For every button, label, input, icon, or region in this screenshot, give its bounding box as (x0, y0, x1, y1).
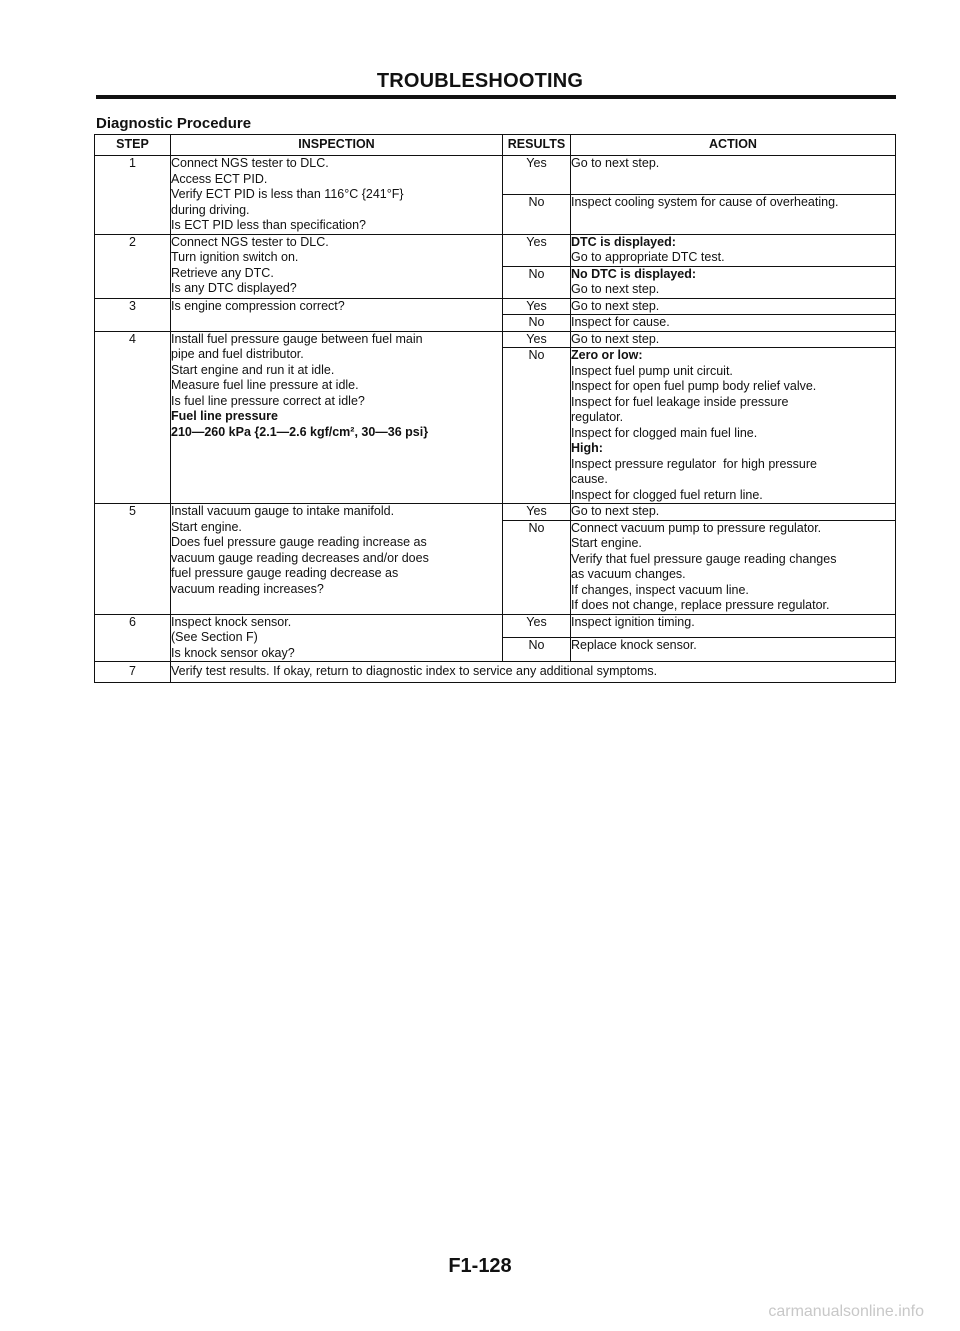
page-number: F1-128 (448, 1255, 512, 1277)
inspection-line: Measure fuel line pressure at idle. (171, 378, 359, 392)
result-cell: No (503, 266, 571, 298)
result-cell: No (503, 520, 571, 614)
action-cell (571, 298, 896, 315)
action-line: Replace knock sensor. (571, 638, 697, 653)
step-number: 2 (95, 234, 171, 298)
action-line: Inspect for clogged main fuel line. (571, 425, 758, 440)
inspection-cell (171, 331, 503, 504)
action-line: Go to next step. (571, 282, 660, 296)
inspection-line: 210—260 kPa {2.1—2.6 kgf/cm², 30—36 psi} (171, 424, 429, 439)
step-number: 7 (95, 662, 171, 683)
step-number: 4 (95, 331, 171, 504)
section-title: Diagnostic Procedure (96, 115, 252, 132)
table-body (95, 156, 896, 683)
inspection-line: Is fuel line pressure correct at idle? (171, 393, 365, 408)
inspection-line: Inspect knock sensor. (171, 614, 292, 629)
action-line: Go to next step. (571, 331, 660, 346)
action-line: If does not change, replace pressure regulator. (571, 598, 830, 612)
action-cell (571, 195, 896, 234)
result-cell: Yes (503, 234, 571, 266)
table-row-final (95, 662, 896, 683)
action-cell (571, 614, 896, 638)
inspection-line: Is engine compression correct? (171, 298, 345, 313)
final-step-text: Verify test results. If okay, return to diagnostic index to service any additional symptoms. (171, 662, 896, 683)
inspection-line: Retrieve any DTC. (171, 265, 274, 280)
action-line: regulator. (571, 410, 624, 424)
inspection-cell (171, 504, 503, 615)
table-row (95, 234, 896, 266)
table-row (95, 331, 896, 348)
header-results: RESULTS (503, 135, 571, 156)
inspection-line: Is any DTC displayed? (171, 281, 297, 295)
action-line: Inspect for clogged fuel return line. (571, 487, 763, 502)
action-line: Go to next step. (571, 298, 660, 313)
action-line: Inspect for cause. (571, 315, 670, 329)
table-row (95, 504, 896, 521)
inspection-line: Install vacuum gauge to intake manifold. (171, 504, 395, 518)
step-number: 3 (95, 298, 171, 331)
inspection-cell (171, 614, 503, 662)
step-number: 5 (95, 504, 171, 615)
result-cell: Yes (503, 156, 571, 195)
inspection-line: fuel pressure gauge reading decrease as (171, 566, 399, 580)
action-cell (571, 504, 896, 521)
action-cell (571, 156, 896, 195)
inspection-line: Access ECT PID. (171, 171, 268, 186)
inspection-line: Start engine and run it at idle. (171, 362, 335, 377)
action-line: Start engine. (571, 536, 642, 550)
table-header-row (95, 135, 896, 156)
action-line: Inspect fuel pump unit circuit. (571, 363, 733, 378)
result-cell: No (503, 315, 571, 332)
action-line: as vacuum changes. (571, 567, 686, 581)
action-line: No DTC is displayed: (571, 266, 697, 281)
inspection-cell (171, 298, 503, 331)
inspection-line: Install fuel pressure gauge between fuel main (171, 331, 423, 346)
table-row (95, 614, 896, 638)
inspection-line: Connect NGS tester to DLC. (171, 234, 329, 249)
result-cell: Yes (503, 614, 571, 638)
action-cell (571, 638, 896, 662)
inspection-line: Does fuel pressure gauge reading increase as (171, 535, 427, 549)
inspection-line: Fuel line pressure (171, 409, 278, 423)
result-cell: Yes (503, 298, 571, 315)
header-inspection: INSPECTION (171, 135, 503, 156)
table-row (95, 298, 896, 315)
action-line: Connect vacuum pump to pressure regulator. (571, 520, 822, 535)
result-cell: No (503, 348, 571, 504)
inspection-line: vacuum reading increases? (171, 581, 324, 596)
action-cell (571, 331, 896, 348)
inspection-line: vacuum gauge reading decreases and/or does (171, 550, 429, 565)
inspection-line: Is knock sensor okay? (171, 645, 295, 660)
inspection-line: during driving. (171, 202, 250, 217)
action-line: Inspect pressure regulator for high pressure (571, 456, 817, 471)
action-line: Inspect for open fuel pump body relief valve. (571, 379, 817, 393)
action-line: cause. (571, 472, 608, 486)
header-action: ACTION (571, 135, 896, 156)
step-number: 6 (95, 614, 171, 662)
step-number: 1 (95, 156, 171, 235)
action-line: Go to next step. (571, 156, 660, 170)
result-cell: No (503, 195, 571, 234)
action-line: Inspect ignition timing. (571, 614, 695, 629)
result-cell: Yes (503, 504, 571, 521)
table-row (95, 156, 896, 195)
action-line: Go to appropriate DTC test. (571, 250, 725, 264)
inspection-line: Connect NGS tester to DLC. (171, 156, 329, 170)
action-line: If changes, inspect vacuum line. (571, 582, 749, 597)
inspection-line: Is ECT PID less than specification? (171, 218, 366, 232)
inspection-cell (171, 234, 503, 298)
watermark: carmanualsonline.info (768, 1303, 924, 1320)
inspection-line: Verify ECT PID is less than 116°C {241°F} (171, 187, 404, 201)
action-line: Inspect for fuel leakage inside pressure (571, 394, 789, 409)
inspection-cell (171, 156, 503, 235)
action-line: Zero or low: (571, 348, 643, 362)
result-cell: No (503, 638, 571, 662)
inspection-line: (See Section F) (171, 630, 258, 644)
inspection-line: Start engine. (171, 519, 242, 534)
action-cell (571, 234, 896, 266)
action-line: Go to next step. (571, 504, 660, 518)
inspection-line: pipe and fuel distributor. (171, 347, 304, 361)
inspection-line: Turn ignition switch on. (171, 250, 299, 264)
title-rule (96, 95, 896, 99)
page-title: TROUBLESHOOTING (376, 70, 584, 92)
action-cell (571, 348, 896, 504)
header-step: STEP (95, 135, 171, 156)
action-line: High: (571, 441, 603, 455)
action-line: Verify that fuel pressure gauge reading changes (571, 551, 837, 566)
action-line: Inspect cooling system for cause of overheating. (571, 195, 839, 210)
action-cell (571, 520, 896, 614)
result-cell: Yes (503, 331, 571, 348)
action-cell (571, 266, 896, 298)
diagnostic-table (94, 134, 896, 683)
action-cell (571, 315, 896, 332)
action-line: DTC is displayed: (571, 234, 676, 249)
